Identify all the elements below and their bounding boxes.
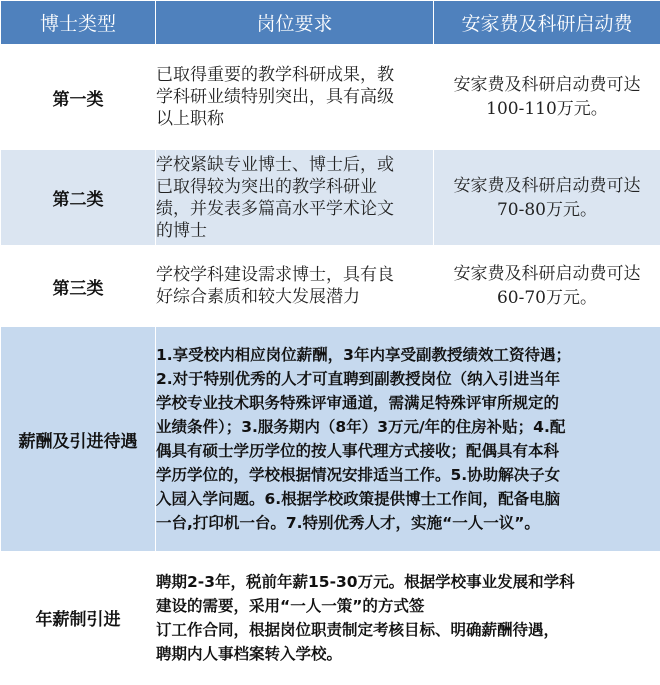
annual-salary-row [1, 552, 660, 684]
annual-salary-line: 订工作合同，根据岗位职责制定考核目标、明确薪酬待遇， [156, 620, 560, 639]
requirement-line: 好综合素质和较大发展潜力 [156, 287, 360, 307]
benefits-row [1, 327, 660, 552]
benefits-line: 学校专业技术职务特殊评审通道，需满足特殊评审所规定的 [156, 394, 560, 412]
header-row [1, 1, 660, 45]
fee-line: 安家费及科研启动费可达 [453, 175, 641, 196]
requirement-line: 的博士 [156, 220, 207, 241]
requirement-line: 绩，并发表多篇高水平学术论文 [156, 198, 394, 219]
benefits-line: 偶具有硕士学历学位的按人事代理方式接收；配偶具有本科 [156, 442, 560, 460]
fee-cell [434, 150, 660, 246]
requirement-cell [156, 45, 434, 150]
requirement-line: 已取得重要的教学科研成果，教 [156, 65, 394, 85]
header-doctor-type: 博士类型 [1, 1, 156, 45]
requirement-line: 以上职称 [156, 109, 224, 129]
annual-salary-line: 建设的需要，采用“一人一策”的方式签 [156, 596, 425, 615]
table-row [1, 246, 660, 327]
requirement-cell [156, 150, 434, 246]
benefits-label: 薪酬及引进待遇 [1, 327, 156, 552]
table-row [1, 150, 660, 246]
fee-line: 60-70万元。 [496, 288, 597, 308]
annual-salary-content [156, 552, 660, 684]
fee-line: 安家费及科研启动费可达 [453, 264, 641, 284]
fee-line: 安家费及科研启动费可达 [453, 75, 641, 95]
benefits-line: 一台,打印机一台。7.特别优秀人才，实施“一人一议”。 [156, 514, 540, 532]
requirement-line: 已取得较为突出的教学科研业 [156, 176, 377, 197]
requirement-line: 学校紧缺专业博士、博士后，或 [156, 154, 394, 175]
header-requirements: 岗位要求 [156, 1, 434, 45]
category-cell: 第一类 [1, 45, 156, 150]
table-row [1, 45, 660, 150]
annual-salary-label: 年薪制引进 [1, 552, 156, 684]
category-cell: 第二类 [1, 150, 156, 246]
requirement-cell [156, 246, 434, 327]
benefits-line: 学历学位的，学校根据情况安排适当工作。5.协助解决子女 [156, 466, 561, 484]
benefits-line: 2.对于特别优秀的人才可直聘到副教授岗位（纳入引进当年 [156, 370, 561, 388]
benefits-line: 业绩条件）；3.服务期内（8年）3万元/年的住房补贴；4.配 [156, 418, 566, 436]
header-fees: 安家费及科研启动费 [434, 1, 660, 45]
benefits-line: 1.享受校内相应岗位薪酬，3年内享受副教授绩效工资待遇； [156, 346, 571, 364]
fee-cell [434, 246, 660, 327]
category-cell: 第三类 [1, 246, 156, 327]
annual-salary-line: 聘期内人事档案转入学校。 [156, 644, 343, 663]
annual-salary-line: 聘期2-3年，税前年薪15-30万元。根据学校事业发展和学科 [156, 572, 575, 591]
benefits-line: 入园入学问题。6.根据学校政策提供博士工作间，配备电脑 [156, 490, 561, 508]
fee-line: 100-110万元。 [486, 99, 608, 119]
requirement-line: 学校学科建设需求博士，具有良 [156, 265, 394, 285]
fee-cell [434, 45, 660, 150]
fee-line: 70-80万元。 [496, 199, 597, 220]
requirement-line: 学科研业绩特别突出，具有高级 [156, 87, 394, 107]
benefits-content [156, 327, 660, 552]
